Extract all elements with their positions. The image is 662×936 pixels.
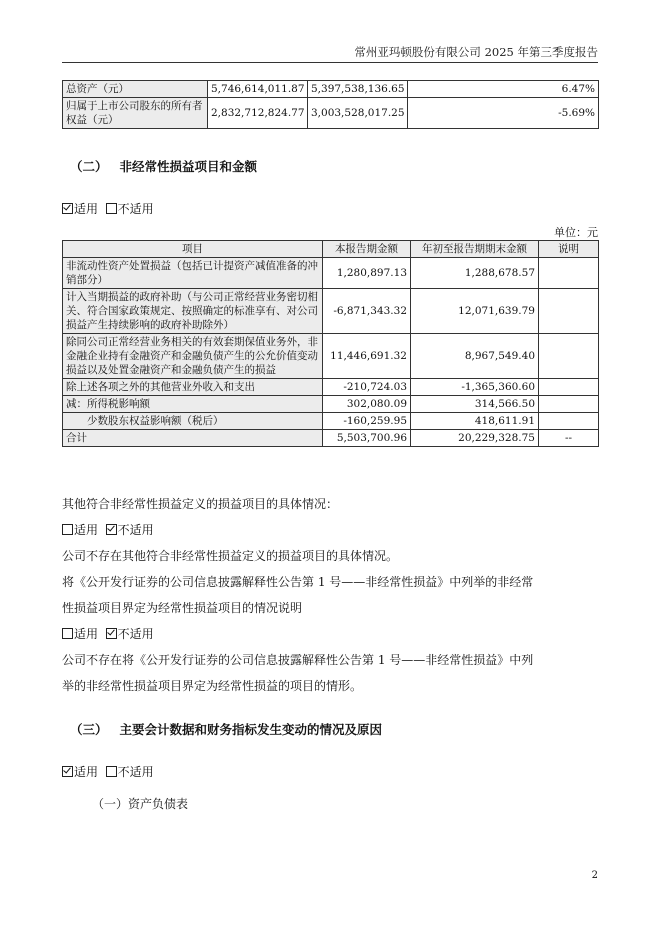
- empty-box-icon: [106, 203, 117, 214]
- empty-box-icon: [62, 524, 73, 535]
- table-row: [63, 258, 599, 289]
- section-2-text: 非经常性损益项目和金额: [119, 159, 258, 174]
- section-2-number: （二）: [70, 159, 108, 174]
- table-row: [63, 289, 599, 334]
- ytd-amount: 12,071,639.79: [411, 289, 539, 334]
- table-row: [63, 98, 599, 129]
- applicability-row: [62, 521, 154, 538]
- not-apply-label: 不适用: [117, 202, 154, 216]
- note-cell: [539, 413, 599, 430]
- other-items-text: 公司不存在其他符合非经常性损益定义的损益项目的具体情况。: [62, 549, 399, 563]
- change-value: 6.47%: [408, 81, 599, 98]
- header-divider: [62, 62, 598, 63]
- note-cell: [539, 334, 599, 379]
- note-cell: [539, 396, 599, 413]
- not-apply-label: 不适用: [117, 523, 154, 537]
- item-cell: 少数股东权益影响额（税后）: [63, 413, 323, 430]
- checked-box-icon: [106, 628, 117, 639]
- key-financials-table: [62, 80, 599, 129]
- table-total-row: [63, 430, 599, 447]
- checked-box-icon: [62, 766, 73, 777]
- ytd-amount: 8,967,549.40: [411, 334, 539, 379]
- current-amount: 5,503,700.96: [323, 430, 411, 447]
- column-header: 本报告期金额: [323, 241, 411, 258]
- reclass-text-line-1: 公司不存在将《公开发行证券的公司信息披露解释性公告第 1 号——非经常性损益》中列: [62, 653, 534, 667]
- column-header: 年初至报告期期末金额: [411, 241, 539, 258]
- apply-label: 适用: [74, 202, 99, 216]
- ytd-amount: -1,365,360.60: [411, 379, 539, 396]
- current-value: 2,832,712,824.77: [208, 98, 308, 129]
- item-cell: 除同公司正常经营业务相关的有效套期保值业务外，非金融企业持有金融资产和金融负债产生的公允价值变动损益以及处置金融资产和金融负债产生的损益: [63, 334, 323, 379]
- table-header-row: [63, 241, 599, 258]
- reclass-text-line-2: 举的非经常性损益项目界定为经常性损益的项目的情形。: [62, 679, 363, 693]
- section-3-text: 主要会计数据和财务指标发生变动的情况及原因: [119, 722, 383, 737]
- note-cell: --: [539, 430, 599, 447]
- unit-label: 单位：元: [554, 226, 598, 239]
- ytd-amount: 1,288,678.57: [411, 258, 539, 289]
- apply-label: 适用: [74, 765, 99, 779]
- table-row: [63, 413, 599, 430]
- current-amount: 1,280,897.13: [323, 258, 411, 289]
- applicability-row: [62, 200, 154, 217]
- current-amount: -160,259.95: [323, 413, 411, 430]
- change-value: -5.69%: [408, 98, 599, 129]
- table-row: [63, 334, 599, 379]
- apply-label: 适用: [74, 627, 99, 641]
- non-recurring-items-table: [62, 240, 599, 447]
- table-row: [63, 81, 599, 98]
- balance-sheet-subtitle: （一）资产负债表: [92, 797, 189, 811]
- previous-value: 3,003,528,017.25: [308, 98, 408, 129]
- item-cell: 除上述各项之外的其他营业外收入和支出: [63, 379, 323, 396]
- column-header: 项目: [63, 241, 323, 258]
- not-apply-label: 不适用: [117, 765, 154, 779]
- column-header: 说明: [539, 241, 599, 258]
- current-amount: 302,080.09: [323, 396, 411, 413]
- current-amount: -6,871,343.32: [323, 289, 411, 334]
- section-2-title: [70, 157, 257, 175]
- empty-box-icon: [106, 766, 117, 777]
- current-amount: -210,724.03: [323, 379, 411, 396]
- previous-value: 5,397,538,136.65: [308, 81, 408, 98]
- not-apply-label: 不适用: [117, 627, 154, 641]
- note-cell: [539, 379, 599, 396]
- current-value: 5,746,614,011.87: [208, 81, 308, 98]
- table-row: [63, 379, 599, 396]
- checked-box-icon: [106, 524, 117, 535]
- ytd-amount: 314,566.50: [411, 396, 539, 413]
- item-cell: 合计: [63, 430, 323, 447]
- ytd-amount: 418,611.91: [411, 413, 539, 430]
- report-header-title: 常州亚玛顿股份有限公司 2025 年第三季度报告: [354, 45, 598, 59]
- apply-label: 适用: [74, 523, 99, 537]
- page-number: 2: [591, 870, 598, 881]
- row-label: 归属于上市公司股东的所有者权益（元）: [63, 98, 208, 129]
- item-cell: 非流动性资产处置损益（包括已计提资产减值准备的冲销部分）: [63, 258, 323, 289]
- applicability-row: [62, 763, 154, 780]
- note-cell: [539, 289, 599, 334]
- table-row: [63, 396, 599, 413]
- reclass-title-line-2: 性损益项目界定为经常性损益项目的情况说明: [62, 601, 303, 615]
- item-cell: 计入当期损益的政府补助（与公司正常经营业务密切相关、符合国家政策规定、按照确定的标准享有、对公司损益产生持续影响的政府补助除外）: [63, 289, 323, 334]
- section-3-number: （三）: [70, 722, 108, 737]
- ytd-amount: 20,229,328.75: [411, 430, 539, 447]
- note-cell: [539, 258, 599, 289]
- empty-box-icon: [62, 628, 73, 639]
- applicability-row: [62, 625, 154, 642]
- current-amount: 11,446,691.32: [323, 334, 411, 379]
- section-3-title: [70, 720, 382, 738]
- item-cell: 减：所得税影响额: [63, 396, 323, 413]
- other-items-title: 其他符合非经常性损益定义的损益项目的具体情况：: [62, 497, 339, 511]
- row-label: 总资产（元）: [63, 81, 208, 98]
- reclass-title-line-1: 将《公开发行证券的公司信息披露解释性公告第 1 号——非经常性损益》中列举的非经常: [62, 575, 534, 589]
- checked-box-icon: [62, 203, 73, 214]
